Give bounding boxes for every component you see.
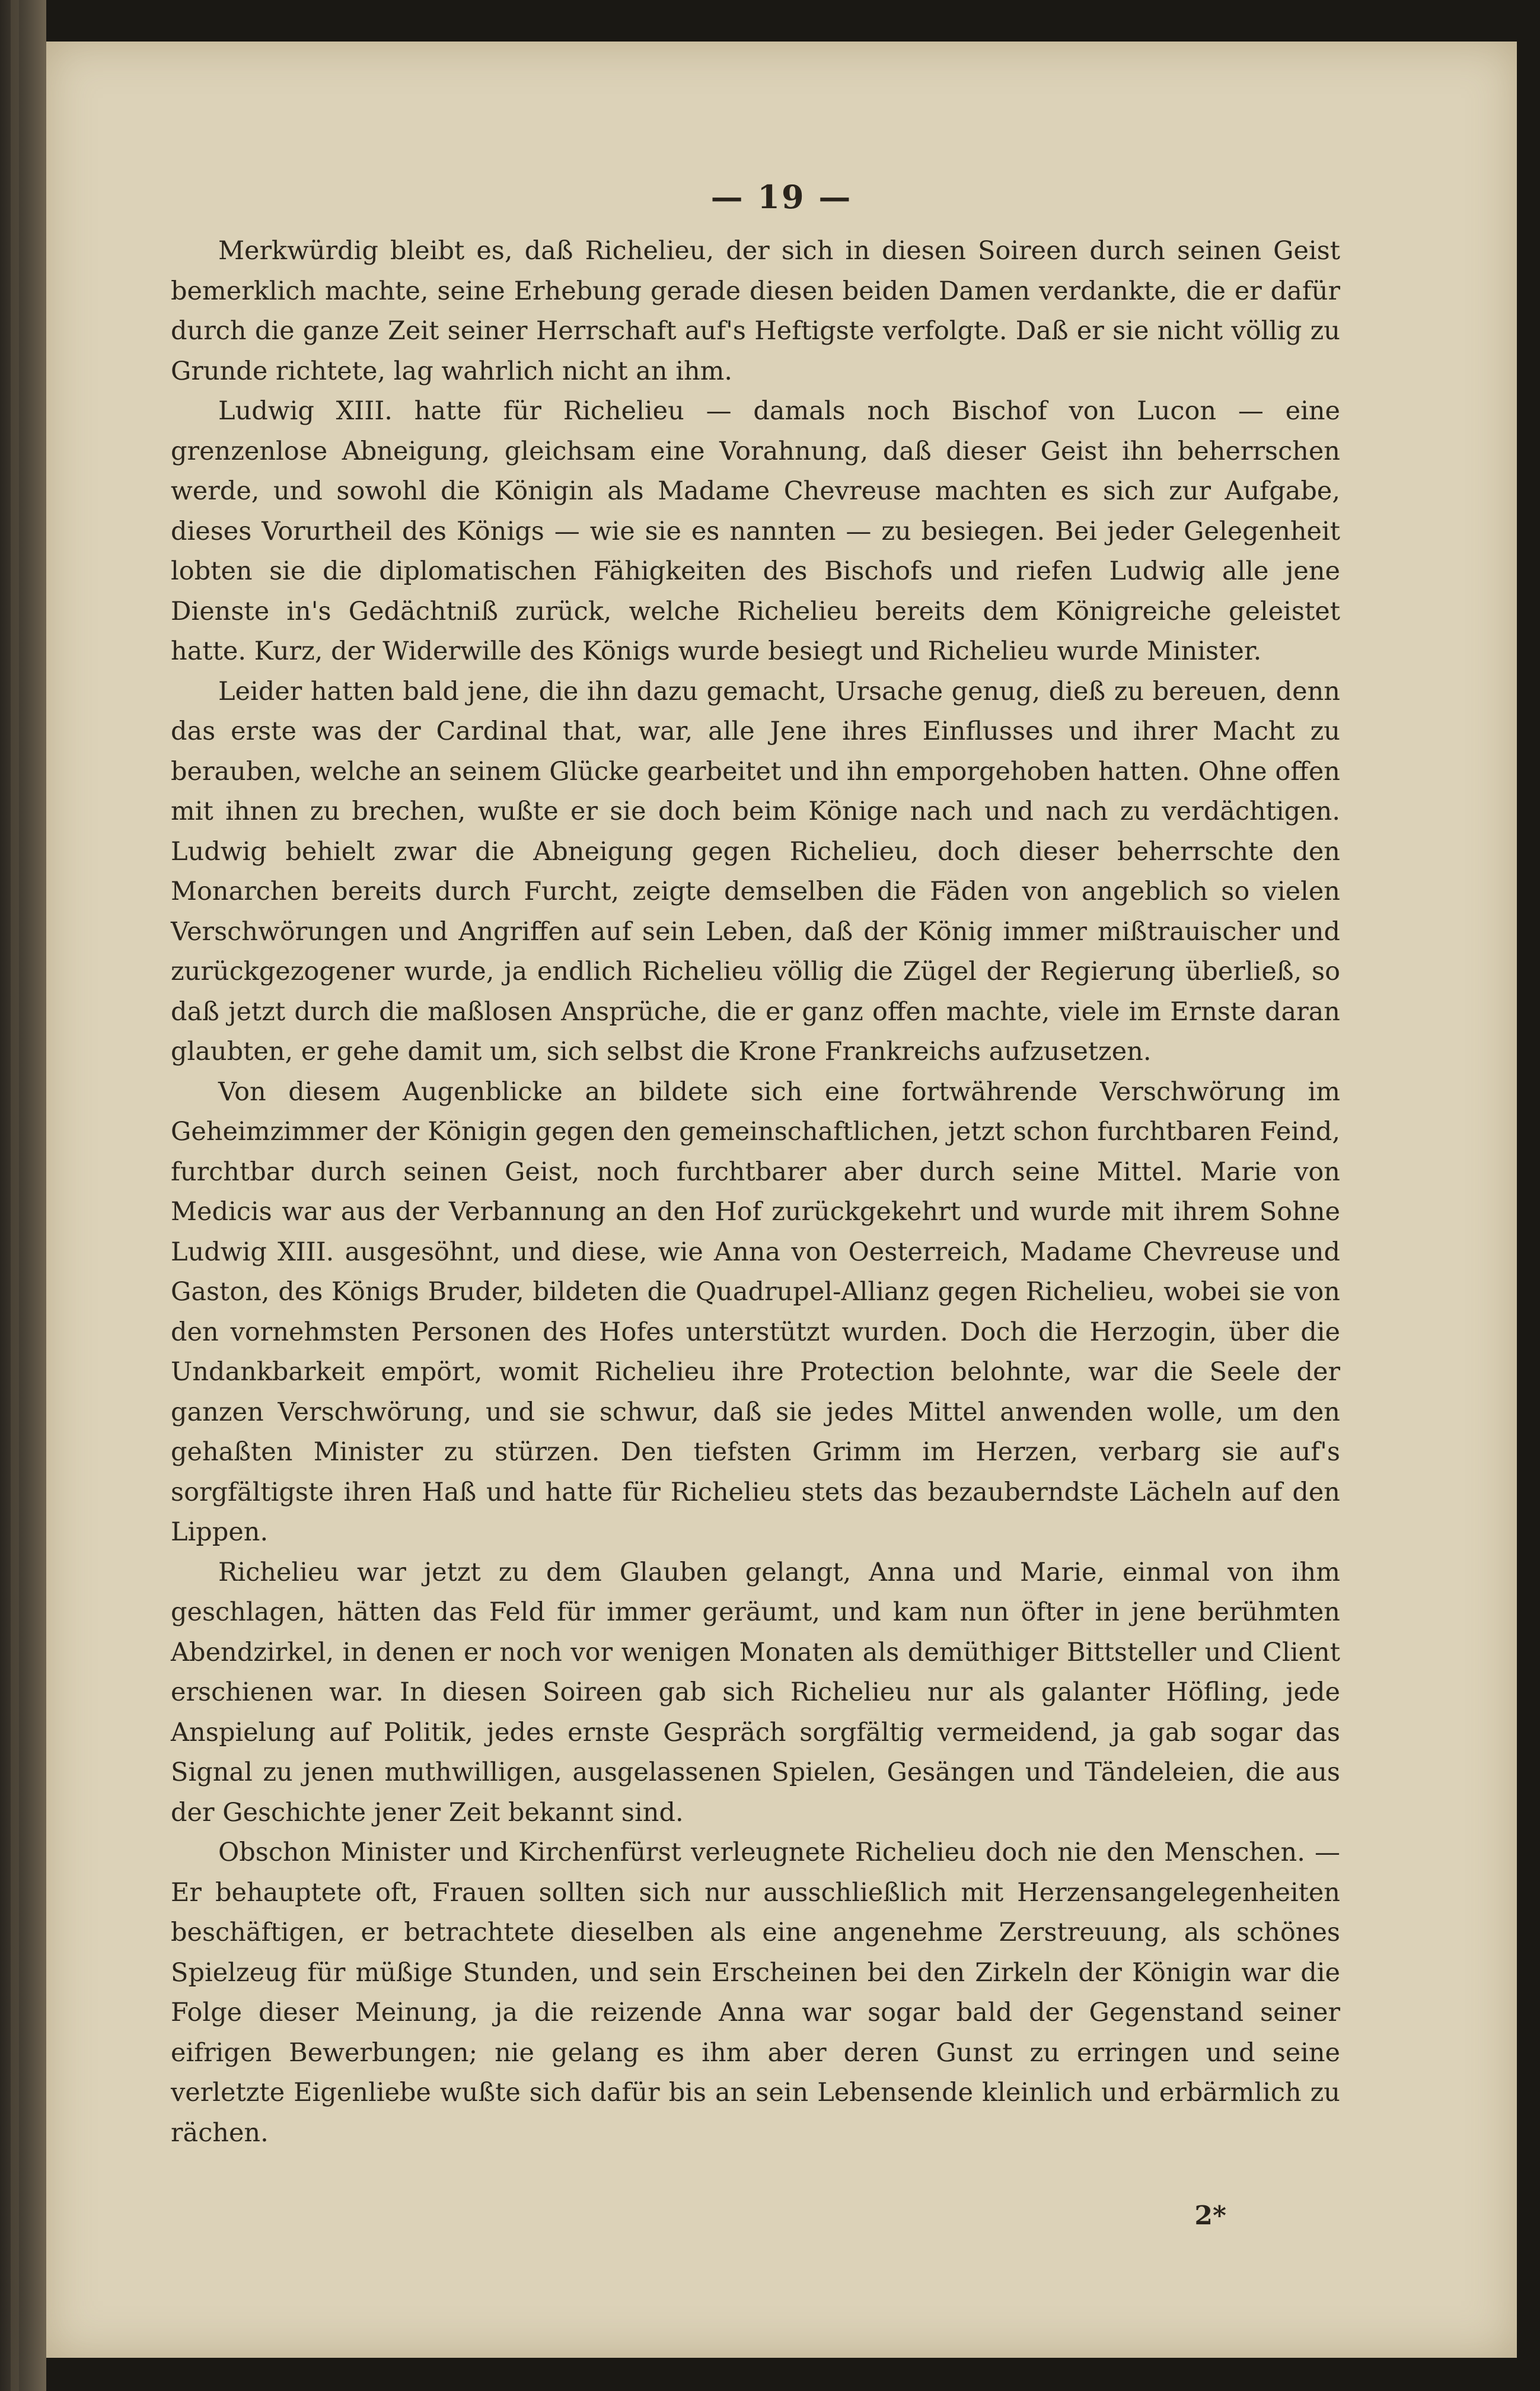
paragraph-6: Obschon Minister und Kirchenfürst verleugnete Richelieu doch nie den Menschen. — Er behauptete oft, Frauen sollten sich nur ausschließlich mit Herzensangelegenheiten beschäftigen, er betrachtete dieselben als eine angenehme Zerstreuung, als schönes Spielzeug für müßige Stunden, und sein Erscheinen bei den Zirkeln der Königin war die Folge dieser Meinung, ja die reizende Anna war sogar bald der Gegenstand seiner eifrigen Bewerbungen; nie gelang es ihm aber deren Gunst zu erringen und seine verletzte Eigenliebe wußte sich dafür bis an sein Lebensende kleinlich und erbärmlich zu rächen. <box>171 1838 1340 2148</box>
printer-signature-mark: 2* <box>1194 2201 1226 2231</box>
paragraph-1: Merkwürdig bleibt es, daß Richelieu, der sich in diesen Soireen durch seinen Geist bemerklich machte, seine Erhebung gerade diesen beiden Damen verdankte, die er dafür durch die ganze Zeit seiner Herrschaft auf's Heftigste verfolgte. Daß er sie nicht völlig zu Grunde richtete, lag wahrlich nicht an ihm. <box>171 236 1340 386</box>
scan-gutter-strip <box>11 0 19 2391</box>
paragraph-2: Ludwig XIII. hatte für Richelieu — damals noch Bischof von Lucon — eine grenzenlose Abneigung, gleichsam eine Vorahnung, daß dieser Geist ihn beherrschen werde, und sowohl die Königin als Madame Chevreuse machten es sich zur Aufgabe, dieses Vorurtheil des Königs — wie sie es nannten — zu besiegen. Bei jeder Gelegenheit lobten sie die diplomatischen Fähigkeiten des Bischofs und riefen Ludwig alle jene Dienste in's Gedächtniß zurück, welche Richelieu bereits dem Königreiche geleistet hatte. Kurz, der Widerwille des Königs wurde besiegt und Richelieu wurde Minister. <box>171 396 1340 666</box>
body-text <box>171 231 1340 2153</box>
scan-binding-edge <box>0 0 46 2391</box>
book-page <box>46 42 1517 2358</box>
paragraph-4: Von diesem Augenblicke an bildete sich eine fortwährende Verschwörung im Geheimzimmer der Königin gegen den gemeinschaftlichen, jetzt schon furchtbaren Feind, furchtbar durch seinen Geist, noch furchtbarer aber durch seine Mittel. Marie von Medicis war aus der Verbannung an den Hof zurückgekehrt und wurde mit ihrem Sohne Ludwig XIII. ausgesöhnt, und diese, wie Anna von Oesterreich, Madame Chevreuse und Gaston, des Königs Bruder, bildeten die Quadrupel-Allianz gegen Richelieu, wobei sie von den vornehmsten Personen des Hofes unterstützt wurden. Doch die Herzogin, über die Undankbarkeit empört, womit Richelieu ihre Protection belohnte, war die Seele der ganzen Verschwörung, und sie schwur, daß sie jedes Mittel anwenden wolle, um den gehaßten Minister zu stürzen. Den tiefsten Grimm im Herzen, verbarg sie auf's sorgfältigste ihren Haß und hatte für Richelieu stets das bezauberndste Lächeln auf den Lippen. <box>171 1077 1340 1547</box>
page-number: — 19 — <box>710 178 853 216</box>
paragraph-3: Leider hatten bald jene, die ihn dazu gemacht, Ursache genug, dieß zu bereuen, denn das erste was der Cardinal that, war, alle Jene ihres Einflusses und ihrer Macht zu berauben, welche an seinem Glücke gearbeitet und ihn emporgehoben hatten. Ohne offen mit ihnen zu brechen, wußte er sie doch beim Könige nach und nach zu verdächtigen. Ludwig behielt zwar die Abneigung gegen Richelieu, doch dieser beherrschte den Monarchen bereits durch Furcht, zeigte demselben die Fäden von angeblich so vielen Verschwörungen und Angriffen auf sein Leben, daß der König immer mißtrauischer und zurückgezogener wurde, ja endlich Richelieu völlig die Zügel der Regierung überließ, so daß jetzt durch die maßlosen Ansprüche, die er ganz offen machte, viele im Ernste daran glaubten, er gehe damit um, sich selbst die Krone Frankreichs aufzusetzen. <box>171 676 1340 1066</box>
paragraph-5: Richelieu war jetzt zu dem Glauben gelangt, Anna und Marie, einmal von ihm geschlagen, hätten das Feld für immer geräumt, und kam nun öfter in jene berühmten Abendzirkel, in denen er noch vor wenigen Monaten als demüthiger Bittsteller und Client erschienen war. In diesen Soireen gab sich Richelieu nur als galanter Höfling, jede Anspielung auf Politik, jedes ernste Gespräch sorgfältig vermeidend, ja gab sogar das Signal zu jenen muthwilligen, ausgelassenen Spielen, Gesängen und Tändeleien, die aus der Geschichte jener Zeit bekannt sind. <box>171 1557 1340 1828</box>
